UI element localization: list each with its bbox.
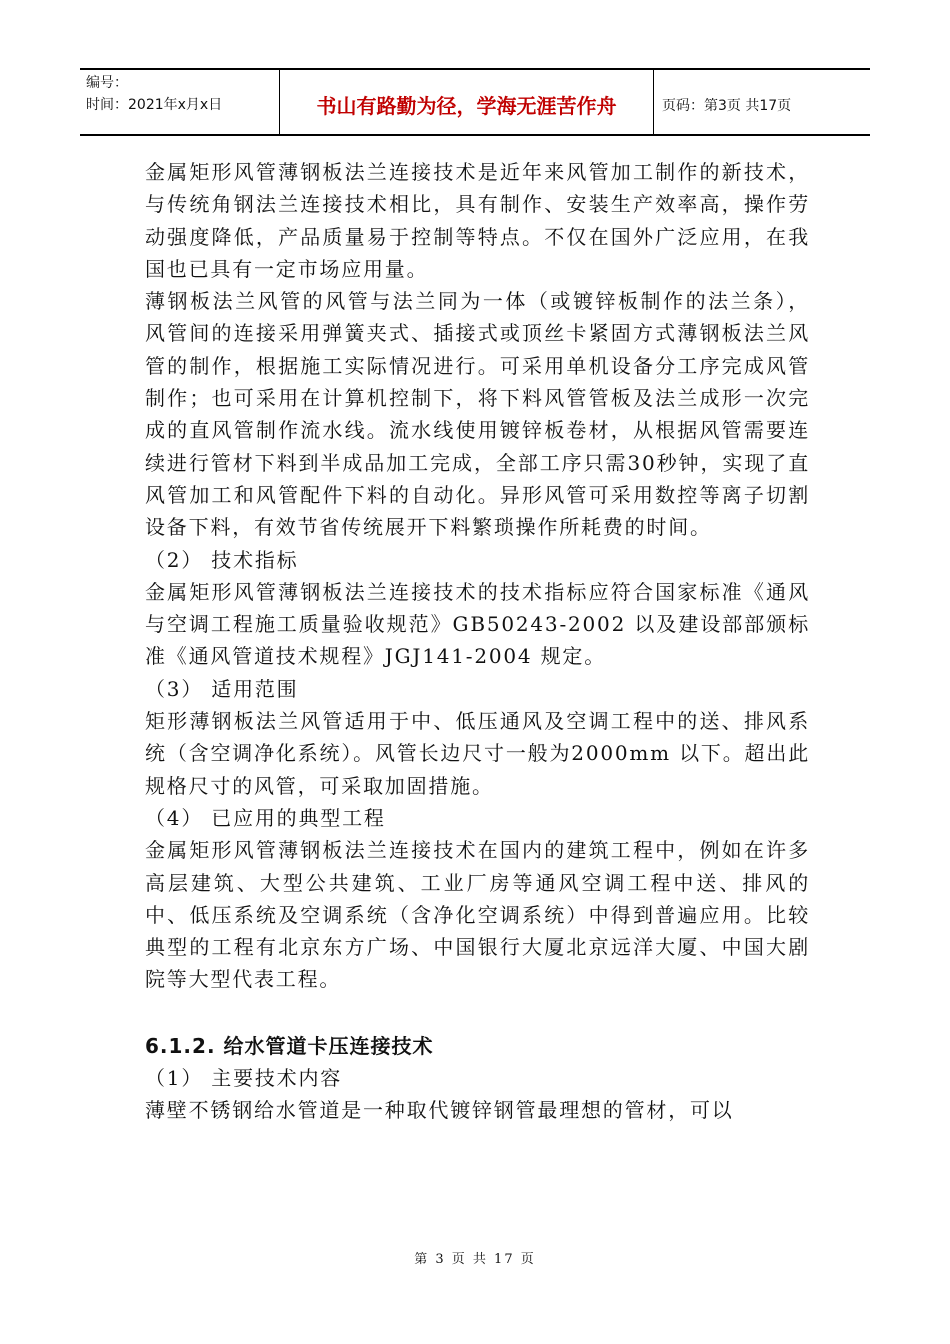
header-left-cell	[80, 70, 280, 134]
subheading-application-scope: （3） 适用范围	[145, 676, 299, 701]
subheading-main-content: （1） 主要技术内容	[145, 1066, 343, 1091]
paragraph-fabrication: 薄钢板法兰风管的风管与法兰同为一体（或镀锌板制作的法兰条），风管间的连接采用弹簧夹式、插接式或顶丝卡紧固方式薄钢板法兰风管的制作，根据施工实际情况进行。可采用单机设备分工序完成风管制作；也可采用在计算机控制下，将下料风管管板及法兰成形一次完成的直风管制作流水线。流水线使用镀锌板卷材，从根据风管需要连续进行管材下料到半成品加工完成，全部工序只需30秒钟，实现了直风管加工和风管配件下料的自动化。异形风管可采用数控等离子切割设备下料，有效节省传统展开下料繁琐操作所耗费的时间。	[145, 289, 810, 540]
header-motto: 书山有路勤为径，学海无涯苦作舟	[280, 70, 654, 134]
section-title: 6.1.2. 给水管道卡压连接技术	[145, 1033, 434, 1058]
header-page-info: 页码：第3页 共17页	[662, 98, 792, 114]
paragraph-stainless-pipe: 薄壁不锈钢给水管道是一种取代镀锌钢管最理想的管材，可以	[145, 1098, 734, 1123]
subheading-technical-indicators: （2） 技术指标	[145, 547, 299, 572]
document-body	[145, 156, 810, 1127]
paragraph-scope: 矩形薄钢板法兰风管适用于中、低压通风及空调工程中的送、排风系统（含空调净化系统）。风管长边尺寸一般为2000mm 以下。超出此规格尺寸的风管，可采取加固措施。	[145, 709, 810, 798]
page-footer: 第 3 页 共 17 页	[414, 1252, 536, 1267]
paragraph-standards: 金属矩形风管薄钢板法兰连接技术的技术指标应符合国家标准《通风与空调工程施工质量验收规范》GB50243-2002 以及建设部部颁标准《通风管道技术规程》JGJ141-2004 规定。	[145, 579, 810, 669]
document-time-label: 时间：2021年x月x日	[86, 97, 223, 113]
header-table	[80, 68, 870, 136]
subheading-typical-projects: （4） 已应用的典型工程	[145, 805, 386, 830]
paragraph-intro: 金属矩形风管薄钢板法兰连接技术是近年来风管加工制作的新技术，与传统角钢法兰连接技术相比，具有制作、安装生产效率高，操作劳动强度降低，产品质量易于控制等特点。不仅在国外广泛应用，在我国也已具有一定市场应用量。	[145, 160, 810, 281]
paragraph-projects: 金属矩形风管薄钢板法兰连接技术在国内的建筑工程中，例如在许多高层建筑、大型公共建筑、工业厂房等通风空调工程中送、排风的中、低压系统及空调系统（含净化空调系统）中得到普遍应用。比较典型的工程有北京东方广场、中国银行大厦北京远洋大厦、中国大剧院等大型代表工程。	[145, 838, 810, 992]
document-number-label: 编号：	[86, 75, 128, 91]
